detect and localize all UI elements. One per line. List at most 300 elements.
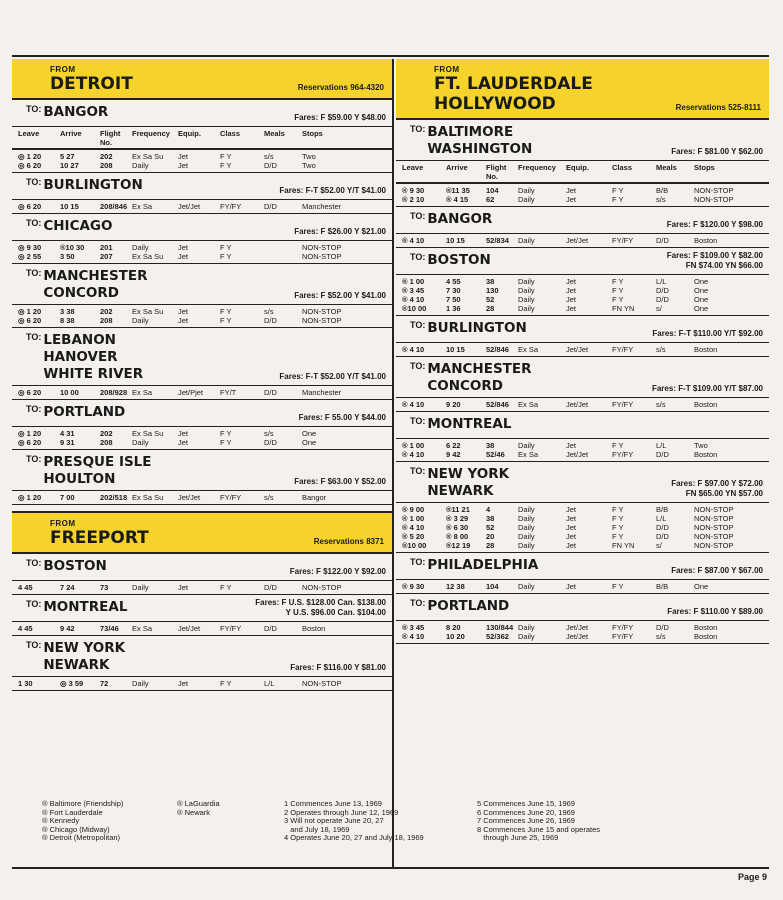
- column-header-leave: Leave: [18, 129, 40, 138]
- flight-stop: [302, 493, 392, 502]
- flight-leave-value: ® 5 20: [402, 532, 425, 541]
- destination-header: [396, 412, 769, 438]
- flight-cls-value: FY/FY: [220, 202, 242, 211]
- flight-freq-value: Daily: [518, 186, 535, 195]
- flight-eq-value: Jet: [566, 286, 577, 295]
- flight-stop-value: One: [694, 582, 709, 591]
- flight-freq-value: Ex Sa Su: [132, 429, 164, 438]
- flight-cls-value: F Y: [220, 438, 232, 447]
- flight-eq: [178, 152, 220, 170]
- flight-freq-value: Daily: [518, 582, 535, 591]
- footnote-line: ® LaGuardia: [177, 799, 220, 808]
- flight-leave-value: ◎ 6 20: [18, 438, 42, 447]
- flight-eq: [178, 307, 220, 325]
- flight-meal: [656, 345, 694, 354]
- flight-leave-value: ® 4 10: [402, 236, 425, 245]
- flight-flt-value: 208: [100, 438, 113, 447]
- flight-meal-value: D/D: [264, 583, 277, 592]
- fare-line: FN $65.00 YN $57.00: [685, 489, 763, 498]
- flight-stop-value: One: [694, 277, 709, 286]
- flight-stop-value: Boston: [694, 450, 718, 459]
- column-header-arrive: Arrive: [446, 163, 468, 172]
- flight-arrive-value: 4 31: [60, 429, 75, 438]
- flight-eq-value: Jet: [566, 582, 577, 591]
- flight-arrive-value: 9 20: [446, 400, 461, 409]
- destination-city: [43, 332, 143, 383]
- flight-arrive-value: 7 00: [60, 493, 75, 502]
- flight-eq-value: Jet: [566, 304, 577, 313]
- flight-freq: [132, 624, 178, 633]
- flight-flt-value: 104: [486, 582, 499, 591]
- to-label: TO:: [26, 454, 42, 464]
- flight-stop-value: NON-STOP: [302, 252, 342, 261]
- flight-meal-value: D/D: [264, 438, 277, 447]
- fares-info: [255, 598, 386, 618]
- flight-freq-value: Daily: [518, 532, 535, 541]
- flight-meal-value: L/L: [656, 441, 667, 450]
- footnote-airports-ny: [177, 800, 220, 817]
- flight-stop: [302, 202, 392, 211]
- flight-eq: [566, 345, 612, 354]
- destination-city-line: NEW YORK: [427, 466, 510, 482]
- footnote-line: ® Baltimore (Friendship): [42, 799, 124, 808]
- flight-stop: [694, 623, 769, 641]
- destination-city: [427, 320, 526, 337]
- flight-freq: [518, 582, 566, 591]
- flight-cls: [220, 307, 264, 325]
- flight-flt: [486, 582, 518, 591]
- destination-header: [12, 173, 392, 199]
- flight-flt: [100, 493, 132, 502]
- flight-stop-value: One: [694, 286, 709, 295]
- destination-city-line: WHITE RIVER: [43, 366, 144, 382]
- destination-block: [12, 173, 392, 214]
- flight-rows: [396, 274, 769, 315]
- flight-arrive-value: 10 15: [60, 202, 79, 211]
- flight-arrive: [60, 152, 100, 170]
- flight-arrive: [60, 307, 100, 325]
- footnote-line: and July 18, 1969: [284, 824, 350, 834]
- flight-rows: [12, 149, 392, 172]
- flight-freq: [132, 493, 178, 502]
- destination-city: [43, 104, 108, 121]
- destination-city: [43, 558, 106, 575]
- flight-meal-value: D/D: [656, 450, 669, 459]
- flight-arrive-value: 9 42: [60, 624, 75, 633]
- flight-freq-value: Daily: [518, 441, 535, 450]
- flight-cls: [220, 679, 264, 688]
- flight-cls-value: F Y: [220, 252, 232, 261]
- flight-eq: [178, 493, 220, 502]
- footnote-line: ® Detroit (Metropolitan): [42, 833, 121, 842]
- destination-header: [12, 328, 392, 385]
- flight-arrive-value: 1 36: [446, 304, 461, 313]
- flight-leave-value: ® 4 10: [402, 400, 425, 409]
- flight-stop-value: NON-STOP: [302, 583, 342, 592]
- flight-flt-value: 208: [100, 161, 113, 170]
- flight-flt-value: 202: [100, 152, 113, 161]
- flight-freq-value: Ex Sa: [132, 624, 153, 633]
- flight-freq-value: Daily: [518, 623, 535, 632]
- footnote-line: 3 Will not operate June 20, 27: [284, 816, 384, 825]
- flight-arrive-value: 10 15: [446, 236, 465, 245]
- flight-arrive-value: ® 4 15: [446, 195, 469, 204]
- flight-arrive-value: 3 50: [60, 252, 75, 261]
- flight-arrive: [446, 623, 486, 641]
- to-label: TO:: [26, 404, 42, 414]
- flight-eq-value: Jet/Jet: [566, 345, 589, 354]
- destination-city-line: NEW YORK: [43, 640, 126, 656]
- flight-meal-value: D/D: [264, 202, 277, 211]
- flight-leave: [12, 202, 60, 211]
- flight-arrive: [60, 624, 100, 633]
- flight-cls: [612, 400, 656, 409]
- destination-block: [396, 357, 769, 412]
- flight-meal: [264, 388, 302, 397]
- flight-stop: [694, 236, 769, 245]
- fares-info: [290, 663, 386, 673]
- flight-stop: [302, 243, 392, 261]
- flight-stop: [694, 582, 769, 591]
- flight-stop-value: Two: [302, 161, 316, 170]
- flight-freq-value: Ex Sa Su: [132, 152, 164, 161]
- flight-freq-value: Daily: [518, 236, 535, 245]
- fare-line: Fares: F $97.00 Y $72.00: [671, 479, 763, 488]
- flight-stop-value: Boston: [694, 400, 718, 409]
- reservations-phone: Reservations 8371: [313, 537, 384, 546]
- flight-freq: [132, 202, 178, 211]
- flight-cls-value: FY/FY: [612, 345, 634, 354]
- column-header-meal: Meals: [264, 129, 285, 138]
- flight-meal: [656, 582, 694, 591]
- destination-city-line: BURLINGTON: [43, 177, 143, 193]
- flight-rows: [396, 502, 769, 552]
- destination-header: [12, 100, 392, 126]
- flight-stop-value: NON-STOP: [302, 316, 342, 325]
- footnote-line: ® Kennedy: [42, 816, 80, 825]
- flight-leave: [396, 623, 446, 641]
- flight-eq-value: Jet: [178, 583, 189, 592]
- flight-leave-value: ◎ 6 20: [18, 202, 42, 211]
- flight-flt-value: 201: [100, 243, 113, 252]
- flight-flt-value: 52/46: [486, 450, 505, 459]
- destination-block: [12, 214, 392, 264]
- destination-city: [427, 124, 532, 158]
- flight-cls-value: F Y: [220, 583, 232, 592]
- flight-freq-value: Daily: [132, 438, 149, 447]
- flight-meal-value: s/s: [264, 429, 274, 438]
- destination-city-line: MONTREAL: [427, 416, 512, 432]
- column-header-row: [396, 160, 769, 183]
- flight-flt: [486, 623, 518, 641]
- flight-arrive-value: 6 22: [446, 441, 461, 450]
- flight-eq-value: Jet/Jet: [566, 450, 589, 459]
- flight-eq-value: Jet: [566, 186, 577, 195]
- flight-leave-value: ® 3 45: [402, 286, 425, 295]
- flight-flt-value: 20: [486, 532, 495, 541]
- destination-header: [396, 462, 769, 502]
- flight-eq: [178, 583, 220, 592]
- flight-leave-value: ◎ 6 20: [18, 161, 42, 170]
- flight-stop-value: NON-STOP: [302, 679, 342, 688]
- column-header-freq: Frequency: [132, 129, 170, 138]
- flight-meal-value: s/s: [656, 195, 666, 204]
- to-label: TO:: [410, 598, 426, 608]
- flight-meal: [656, 400, 694, 409]
- to-label: TO:: [26, 599, 42, 609]
- flight-arrive: [446, 505, 486, 550]
- flight-cls-value: F Y: [220, 161, 232, 170]
- flight-cls-value: FY/T: [220, 388, 237, 397]
- flight-flt-value: 130/844: [486, 623, 514, 632]
- column-header-leave: Leave: [402, 163, 424, 172]
- destination-city-line: LEBANON: [43, 332, 116, 348]
- flight-arrive-value: 7 50: [446, 295, 461, 304]
- destination-block: [12, 595, 392, 636]
- flight-freq: [132, 388, 178, 397]
- destination-header: [396, 120, 769, 160]
- flight-meal-value: D/D: [656, 623, 669, 632]
- to-label: TO:: [26, 177, 42, 187]
- flight-meal-value: L/L: [656, 514, 667, 523]
- flight-meal: [264, 679, 302, 688]
- flight-eq: [178, 388, 220, 397]
- flight-stop: [694, 505, 769, 550]
- flight-stop-value: Two: [694, 441, 708, 450]
- flight-freq: [518, 345, 566, 354]
- flight-eq-value: Jet: [178, 243, 189, 252]
- flight-stop: [302, 679, 392, 688]
- flight-cls: [220, 152, 264, 170]
- flight-leave-value: ◎ 2 55: [18, 252, 42, 261]
- flight-freq: [518, 186, 566, 204]
- fares-info: [667, 220, 763, 230]
- flight-rows: [12, 490, 392, 504]
- flight-flt: [100, 307, 132, 325]
- flight-arrive: [446, 186, 486, 204]
- flight-eq-value: Jet: [566, 541, 577, 550]
- flight-flt: [486, 345, 518, 354]
- flight-meal-value: D/D: [264, 316, 277, 325]
- fare-line: Fares: F-T $110.00 Y/T $92.00: [652, 329, 763, 338]
- destination-header: [12, 214, 392, 240]
- flight-flt-value: 202/518: [100, 493, 128, 502]
- destination-header: [396, 357, 769, 397]
- column-header-meal: Meals: [656, 163, 677, 172]
- flight-flt-value: 52/834: [486, 236, 509, 245]
- destination-city-line: HOULTON: [43, 471, 116, 487]
- flight-leave-value: ® 1 00: [402, 441, 425, 450]
- to-label: TO:: [410, 557, 426, 567]
- destination-block: [12, 100, 392, 173]
- fare-line: Fares: F $81.00 Y $62.00: [671, 147, 763, 156]
- fare-line: Fares: F $122.00 Y $92.00: [289, 567, 386, 576]
- flight-eq: [178, 429, 220, 447]
- flight-eq-value: Jet/Jet: [566, 236, 589, 245]
- flight-freq-value: Daily: [132, 583, 149, 592]
- flight-flt-value: 52/846: [486, 345, 509, 354]
- flight-cls: [612, 186, 656, 204]
- flight-cls-value: FY/FY: [220, 493, 242, 502]
- flight-flt-value: 28: [486, 541, 495, 550]
- flight-stop: [694, 186, 769, 204]
- origin-city: DETROIT: [50, 74, 133, 94]
- flight-rows: [396, 233, 769, 247]
- flight-cls-value: F Y: [612, 514, 624, 523]
- flight-cls: [220, 243, 264, 261]
- flight-flt-value: 73: [100, 583, 109, 592]
- detroit-destinations: [12, 100, 392, 505]
- flight-eq-value: Jet: [566, 295, 577, 304]
- fares-info: [652, 384, 763, 394]
- flight-cls: [612, 236, 656, 245]
- flight-cls-value: F Y: [612, 532, 624, 541]
- footnote-airports: [42, 800, 123, 843]
- flight-leave-value: ® 4 10: [402, 523, 425, 532]
- flight-flt-value: 38: [486, 514, 495, 523]
- flight-cls-value: F Y: [612, 441, 624, 450]
- destination-city: [43, 599, 127, 616]
- flight-eq: [566, 400, 612, 409]
- flight-flt-value: 52/846: [486, 400, 509, 409]
- flight-leave: [396, 186, 446, 204]
- flight-leave-value: ® 2 10: [402, 195, 425, 204]
- fare-line: Fares: F 55.00 Y $44.00: [298, 413, 386, 422]
- fare-line: Fares: F $120.00 Y $98.00: [666, 220, 763, 229]
- flight-meal-value: s/s: [264, 493, 274, 502]
- flight-stop-value: Two: [302, 152, 316, 161]
- flight-arrive: [446, 400, 486, 409]
- flight-stop-value: NON-STOP: [694, 505, 734, 514]
- column-header-stop: Stops: [694, 163, 715, 172]
- footnote-line: through June 25, 1969: [477, 833, 559, 842]
- flight-arrive: [60, 583, 100, 592]
- flight-stop-value: One: [694, 295, 709, 304]
- flight-eq-value: Jet: [566, 514, 577, 523]
- flight-cls: [612, 441, 656, 459]
- flight-cls: [612, 505, 656, 550]
- flight-rows: [12, 199, 392, 213]
- destination-name: [410, 416, 763, 433]
- to-label: TO:: [26, 332, 42, 342]
- flight-leave-value: ® 9 30: [402, 186, 425, 195]
- destination-city-line: BURLINGTON: [427, 320, 527, 336]
- flight-leave: [12, 429, 60, 447]
- flight-stop-value: Boston: [694, 236, 718, 245]
- flight-leave: [12, 307, 60, 325]
- flight-flt-value: 207: [100, 252, 113, 261]
- flight-freq: [132, 583, 178, 592]
- flight-eq-value: Jet/Jet: [178, 493, 201, 502]
- flight-arrive-value: ®12 19: [446, 541, 471, 550]
- footnote-line: 7 Commences June 26, 1969: [477, 816, 575, 825]
- flight-freq-value: Daily: [518, 632, 535, 641]
- flight-arrive-value: ®11 35: [446, 186, 470, 195]
- flight-flt: [100, 202, 132, 211]
- flight-cls: [220, 388, 264, 397]
- destination-city-line: NEWARK: [427, 483, 494, 499]
- fares-info: [294, 477, 386, 487]
- from-label: FROM: [434, 65, 460, 74]
- flight-eq-value: Jet/Jet: [178, 624, 201, 633]
- flight-meal-value: D/D: [264, 624, 277, 633]
- flight-freq-value: Daily: [132, 161, 149, 170]
- fare-line: Fares: F $26.00 Y $21.00: [294, 227, 386, 236]
- flight-freq-value: Daily: [132, 243, 149, 252]
- flight-freq: [132, 307, 178, 325]
- flight-leave: [396, 277, 446, 313]
- flight-cls: [612, 345, 656, 354]
- flight-meal-value: D/D: [656, 236, 669, 245]
- flight-cls-value: FY/FY: [612, 632, 634, 641]
- origin-city-line-2: HOLLYWOOD: [434, 94, 556, 114]
- flight-flt-value: 52: [486, 523, 495, 532]
- flight-freq: [518, 236, 566, 245]
- destination-header: [12, 264, 392, 304]
- destination-city: [427, 557, 538, 574]
- flight-eq-value: Jet: [566, 532, 577, 541]
- destination-header: [12, 636, 392, 676]
- flight-meal: [656, 277, 694, 313]
- fares-info: [671, 147, 763, 157]
- flight-leave-value: 4 45: [18, 583, 33, 592]
- flight-flt-value: 208/846: [100, 202, 128, 211]
- flight-eq-value: Jet: [178, 438, 189, 447]
- flight-stop-value: One: [302, 429, 317, 438]
- flight-leave-value: ®10 00: [402, 304, 427, 313]
- footnote-line: 5 Commences June 15, 1969: [477, 799, 575, 808]
- flight-leave: [396, 236, 446, 245]
- flight-eq-value: Jet: [178, 161, 189, 170]
- flight-flt: [100, 429, 132, 447]
- fare-line: Fares: F-T $52.00 Y/T $41.00: [279, 372, 386, 381]
- reservations-phone: Reservations 525-8111: [675, 103, 761, 112]
- flight-meal-value: s/: [656, 541, 662, 550]
- destination-city: [427, 361, 531, 395]
- flight-leave: [396, 582, 446, 591]
- flight-arrive-value: 7 24: [60, 583, 75, 592]
- destination-city-line: BANGOR: [43, 104, 109, 120]
- fares-info: [667, 251, 763, 271]
- flight-cls-value: FY/FY: [220, 624, 242, 633]
- column-header-cls: Class: [220, 129, 241, 138]
- flight-stop-value: One: [694, 304, 709, 313]
- fare-line: FN $74.00 YN $66.00: [685, 261, 763, 270]
- from-detroit-banner: [12, 59, 392, 100]
- flight-meal-value: s/s: [264, 152, 274, 161]
- flight-cls: [220, 493, 264, 502]
- flight-flt-value: 38: [486, 277, 495, 286]
- destination-city: [43, 177, 142, 194]
- to-label: TO:: [26, 558, 42, 568]
- flight-stop: [302, 429, 392, 447]
- flight-freq-value: Daily: [518, 195, 535, 204]
- destination-header: [396, 594, 769, 620]
- flight-rows: [12, 426, 392, 449]
- flight-rows: [12, 676, 392, 690]
- destination-block: [396, 207, 769, 248]
- fares-info: [667, 607, 763, 617]
- destination-city: [427, 416, 511, 433]
- column-header-flt: Flight No.: [100, 129, 121, 147]
- origin-city-line-1: FT. LAUDERDALE: [434, 74, 593, 94]
- flight-rows: [12, 621, 392, 635]
- flight-rows: [12, 304, 392, 327]
- fares-info: [299, 413, 386, 423]
- destination-city-line: CONCORD: [427, 378, 504, 394]
- flight-eq-value: Jet: [178, 679, 189, 688]
- flight-leave-value: ® 4 10: [402, 345, 425, 354]
